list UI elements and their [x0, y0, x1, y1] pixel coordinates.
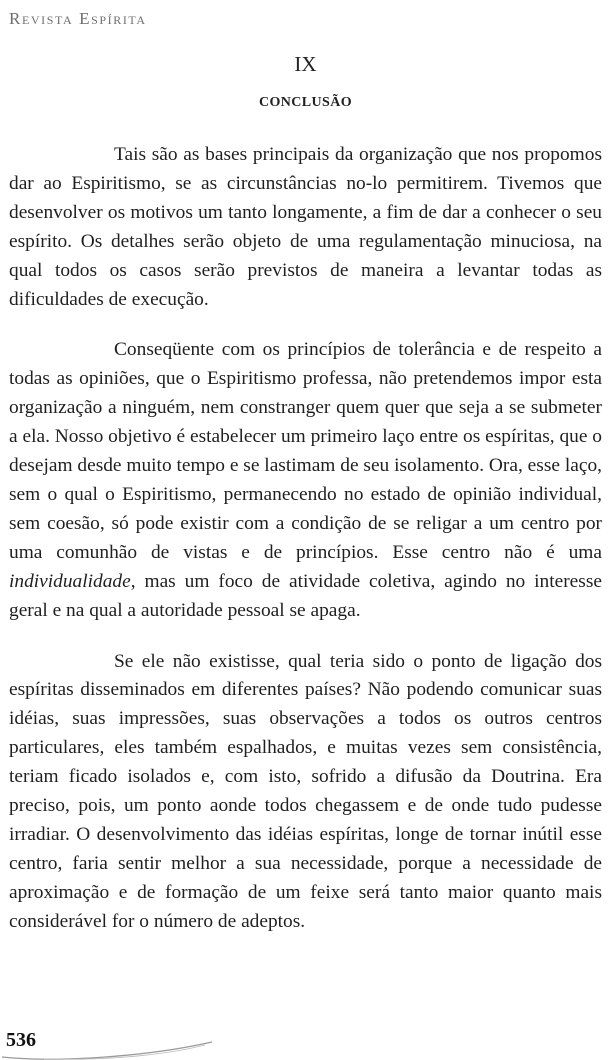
chapter-numeral: IX [294, 52, 317, 76]
section-title: CONCLUSÃO [258, 95, 353, 110]
page-number: 536 [6, 1029, 36, 1051]
running-header: Revista Espírita [9, 9, 147, 28]
paragraph-1: Tais são as bases principais da organização que nos propomos dar ao Espiritismo, se as circunstâncias no-lo permitirem. Tivemos que desenvolver os motivos um tanto longamente, a fim de dar a conhecer o seu espírito. Os detalhes serão objeto de uma regulamentação minuciosa, na qual todos os casos serão previstos de maneira a levantar todas as dificuldades de execução. [9, 144, 602, 310]
paragraph-2-text-after: , mas um foco de atividade coletiva, agindo no interesse geral e na qual a autoridade pessoal se apaga. [9, 570, 602, 621]
body-text [9, 141, 602, 937]
emphasis-individualidade: individualidade [9, 570, 131, 592]
paragraph-3: Se ele não existisse, qual teria sido o ponto de ligação dos espíritas disseminados em diferentes países? Não podendo comunicar suas idéias, suas impressões, suas observações a todos os outros centros particulares, eles também espalhados, e muitas vezes sem consistência, teriam ficado isolados e, com isto, sofrido a difusão da Doutrina. Era preciso, pois, um ponto aonde todos chegassem e de onde tudo pudesse irradiar. O desenvolvimento das idéias espíritas, longe de tornar inútil esse centro, faria sentir melhor a sua necessidade, porque a necessidade de aproximação e de formação de um feixe será tanto maior quanto mais considerável for o número de adeptos. [9, 650, 602, 932]
paragraph-2 [9, 336, 602, 625]
paragraph-2-text-before: Conseqüente com os princípios de tolerância e de respeito a todas as opiniões, que o Espiritismo professa, não pretendemos impor esta organização a ninguém, nem constranger quem quer que seja a se submeter a ela. Nosso objetivo é estabelecer um primeiro laço entre os espíritas, que o desejam desde muito tempo e se lastimam de seu isolamento. Ora, esse laço, sem o qual o Espiritismo, permanecendo no estado de opinião individual, sem coesão, só pode existir com a condição de se religar a um centro por uma comunhão de vistas e de princípios. Esse centro não é uma [9, 339, 602, 563]
